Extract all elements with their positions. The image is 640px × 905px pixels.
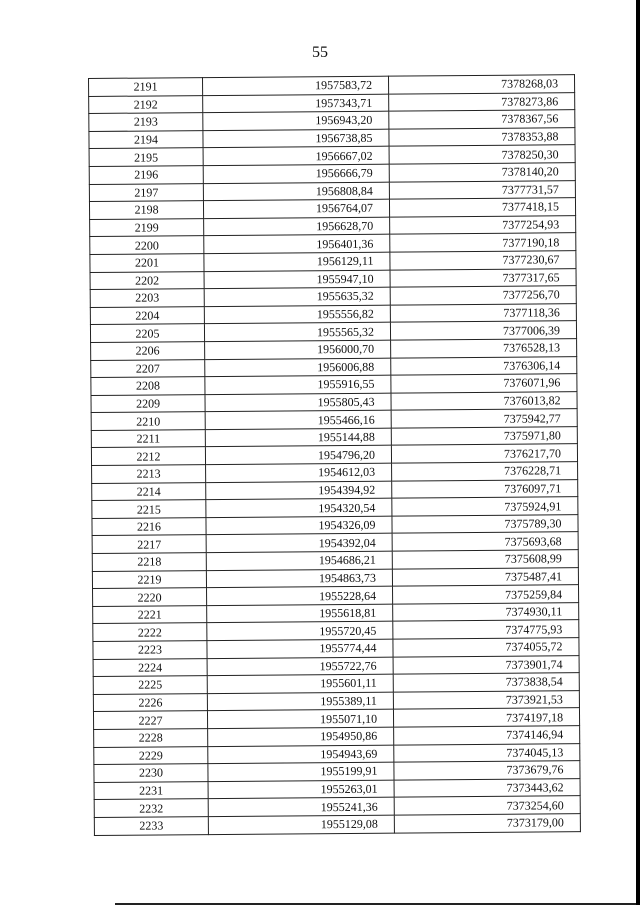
x-coordinate-cell: 1955144,88	[205, 428, 391, 447]
x-coordinate-cell: 1955071,10	[207, 709, 393, 728]
y-coordinate-cell: 7378140,20	[389, 163, 575, 182]
y-coordinate-cell: 7378353,88	[389, 127, 575, 146]
y-coordinate-cell: 7378367,56	[389, 110, 575, 129]
point-number-cell: 2217	[92, 535, 206, 553]
x-coordinate-cell: 1956666,79	[203, 164, 389, 183]
point-number-cell: 2230	[94, 764, 208, 782]
point-number-cell: 2195	[89, 148, 203, 166]
x-coordinate-cell: 1955618,81	[207, 604, 393, 623]
point-number-cell: 2196	[89, 166, 203, 184]
point-number-cell: 2204	[90, 306, 204, 324]
y-coordinate-cell: 7373443,62	[394, 778, 580, 797]
x-coordinate-cell: 1955263,01	[208, 780, 394, 799]
x-coordinate-cell: 1955241,36	[208, 797, 394, 816]
y-coordinate-cell: 7377317,65	[390, 268, 576, 287]
y-coordinate-cell: 7375259,84	[393, 585, 579, 604]
x-coordinate-cell: 1957343,71	[203, 94, 389, 113]
point-number-cell: 2229	[94, 746, 208, 764]
x-coordinate-cell: 1955916,55	[205, 375, 391, 394]
point-number-cell: 2197	[89, 183, 203, 201]
point-number-cell: 2206	[91, 341, 205, 359]
y-coordinate-cell: 7374045,13	[394, 743, 580, 762]
x-coordinate-cell: 1954326,09	[206, 516, 392, 535]
y-coordinate-cell: 7378268,03	[388, 75, 574, 94]
y-coordinate-cell: 7377118,36	[390, 303, 576, 322]
point-number-cell: 2215	[92, 500, 206, 518]
x-coordinate-cell: 1955466,16	[205, 410, 391, 429]
x-coordinate-cell: 1955199,91	[208, 762, 394, 781]
x-coordinate-cell: 1954686,21	[206, 551, 392, 570]
x-coordinate-cell: 1955635,32	[204, 287, 390, 306]
point-number-cell: 2216	[92, 517, 206, 535]
x-coordinate-cell: 1956667,02	[203, 147, 389, 166]
point-number-cell: 2200	[90, 236, 204, 254]
y-coordinate-cell: 7374197,18	[393, 708, 579, 727]
point-number-cell: 2220	[93, 588, 207, 606]
x-coordinate-cell: 1954394,92	[206, 481, 392, 500]
y-coordinate-cell: 7373179,00	[394, 814, 580, 833]
point-number-cell: 2225	[93, 676, 207, 694]
y-coordinate-cell: 7373901,74	[393, 655, 579, 674]
y-coordinate-cell: 7376013,82	[391, 391, 577, 410]
point-number-cell: 2212	[91, 447, 205, 465]
x-coordinate-cell: 1955947,10	[204, 270, 390, 289]
y-coordinate-cell: 7378273,86	[389, 92, 575, 111]
y-coordinate-cell: 7375971,80	[391, 427, 577, 446]
y-coordinate-cell: 7376306,14	[391, 356, 577, 375]
y-coordinate-cell: 7376217,70	[391, 444, 577, 463]
point-number-cell: 2202	[90, 271, 204, 289]
table-row	[94, 814, 580, 835]
y-coordinate-cell: 7377006,39	[390, 321, 576, 340]
coordinates-table-wrapper	[88, 74, 580, 835]
x-coordinate-cell: 1955805,43	[205, 393, 391, 412]
x-coordinate-cell: 1954392,04	[206, 534, 392, 553]
x-coordinate-cell: 1954612,03	[206, 463, 392, 482]
point-number-cell: 2199	[90, 218, 204, 236]
y-coordinate-cell: 7377230,67	[390, 251, 576, 270]
point-number-cell: 2211	[91, 429, 205, 447]
point-number-cell: 2191	[89, 78, 203, 96]
x-coordinate-cell: 1956738,85	[203, 129, 389, 148]
x-coordinate-cell: 1956000,70	[205, 340, 391, 359]
point-number-cell: 2192	[89, 95, 203, 113]
x-coordinate-cell: 1955228,64	[207, 586, 393, 605]
x-coordinate-cell: 1954796,20	[205, 446, 391, 465]
y-coordinate-cell: 7375789,30	[392, 515, 578, 534]
y-coordinate-cell: 7374146,94	[394, 726, 580, 745]
point-number-cell: 2205	[90, 324, 204, 342]
y-coordinate-cell: 7376071,96	[391, 374, 577, 393]
x-coordinate-cell: 1955774,44	[207, 639, 393, 658]
point-number-cell: 2201	[90, 254, 204, 272]
y-coordinate-cell: 7373838,54	[393, 673, 579, 692]
y-coordinate-cell: 7375487,41	[392, 567, 578, 586]
point-number-cell: 2213	[92, 465, 206, 483]
page-edge-shadow	[636, 0, 640, 905]
x-coordinate-cell: 1955556,82	[204, 305, 390, 324]
point-number-cell: 2228	[94, 729, 208, 747]
y-coordinate-cell: 7374055,72	[393, 638, 579, 657]
x-coordinate-cell: 1956401,36	[204, 234, 390, 253]
point-number-cell: 2232	[94, 799, 208, 817]
x-coordinate-cell: 1955389,11	[207, 692, 393, 711]
coordinates-table-body	[89, 75, 581, 835]
y-coordinate-cell: 7375942,77	[391, 409, 577, 428]
y-coordinate-cell: 7377256,70	[390, 286, 576, 305]
y-coordinate-cell: 7373921,53	[393, 690, 579, 709]
y-coordinate-cell: 7374930,11	[393, 602, 579, 621]
x-coordinate-cell: 1956808,84	[203, 182, 389, 201]
x-coordinate-cell: 1955720,45	[207, 622, 393, 641]
point-number-cell: 2226	[93, 693, 207, 711]
x-coordinate-cell: 1955601,11	[207, 674, 393, 693]
point-number-cell: 2207	[91, 359, 205, 377]
point-number-cell: 2214	[92, 482, 206, 500]
page-number: 55	[312, 44, 328, 61]
point-number-cell: 2203	[90, 289, 204, 307]
x-coordinate-cell: 1954950,86	[208, 727, 394, 746]
x-coordinate-cell: 1955129,08	[208, 815, 394, 834]
y-coordinate-cell: 7377254,93	[390, 215, 576, 234]
point-number-cell: 2224	[93, 658, 207, 676]
y-coordinate-cell: 7376228,71	[392, 462, 578, 481]
point-number-cell: 2223	[93, 641, 207, 659]
y-coordinate-cell: 7374775,93	[393, 620, 579, 639]
y-coordinate-cell: 7377418,15	[389, 198, 575, 217]
x-coordinate-cell: 1957583,72	[203, 76, 389, 95]
y-coordinate-cell: 7373679,76	[394, 761, 580, 780]
y-coordinate-cell: 7377190,18	[390, 233, 576, 252]
point-number-cell: 2208	[91, 377, 205, 395]
point-number-cell: 2227	[93, 711, 207, 729]
x-coordinate-cell: 1955722,76	[207, 657, 393, 676]
point-number-cell: 2218	[92, 553, 206, 571]
x-coordinate-cell: 1956943,20	[203, 111, 389, 130]
point-number-cell: 2221	[93, 605, 207, 623]
point-number-cell: 2193	[89, 113, 203, 131]
x-coordinate-cell: 1955565,32	[204, 322, 390, 341]
point-number-cell: 2222	[93, 623, 207, 641]
point-number-cell: 2209	[91, 394, 205, 412]
x-coordinate-cell: 1954320,54	[206, 498, 392, 517]
y-coordinate-cell: 7375924,91	[392, 497, 578, 516]
y-coordinate-cell: 7373254,60	[394, 796, 580, 815]
y-coordinate-cell: 7376097,71	[392, 479, 578, 498]
x-coordinate-cell: 1956628,70	[204, 217, 390, 236]
point-number-cell: 2194	[89, 130, 203, 148]
point-number-cell: 2231	[94, 781, 208, 799]
point-number-cell: 2219	[92, 570, 206, 588]
x-coordinate-cell: 1956764,07	[203, 199, 389, 218]
y-coordinate-cell: 7375693,68	[392, 532, 578, 551]
x-coordinate-cell: 1954943,69	[208, 745, 394, 764]
x-coordinate-cell: 1956006,88	[205, 358, 391, 377]
y-coordinate-cell: 7378250,30	[389, 145, 575, 164]
x-coordinate-cell: 1954863,73	[206, 569, 392, 588]
coordinates-table	[88, 74, 581, 835]
point-number-cell: 2210	[91, 412, 205, 430]
x-coordinate-cell: 1956129,11	[204, 252, 390, 271]
point-number-cell: 2233	[94, 817, 208, 835]
point-number-cell: 2198	[89, 201, 203, 219]
y-coordinate-cell: 7377731,57	[389, 180, 575, 199]
y-coordinate-cell: 7375608,99	[392, 550, 578, 569]
y-coordinate-cell: 7376528,13	[391, 339, 577, 358]
